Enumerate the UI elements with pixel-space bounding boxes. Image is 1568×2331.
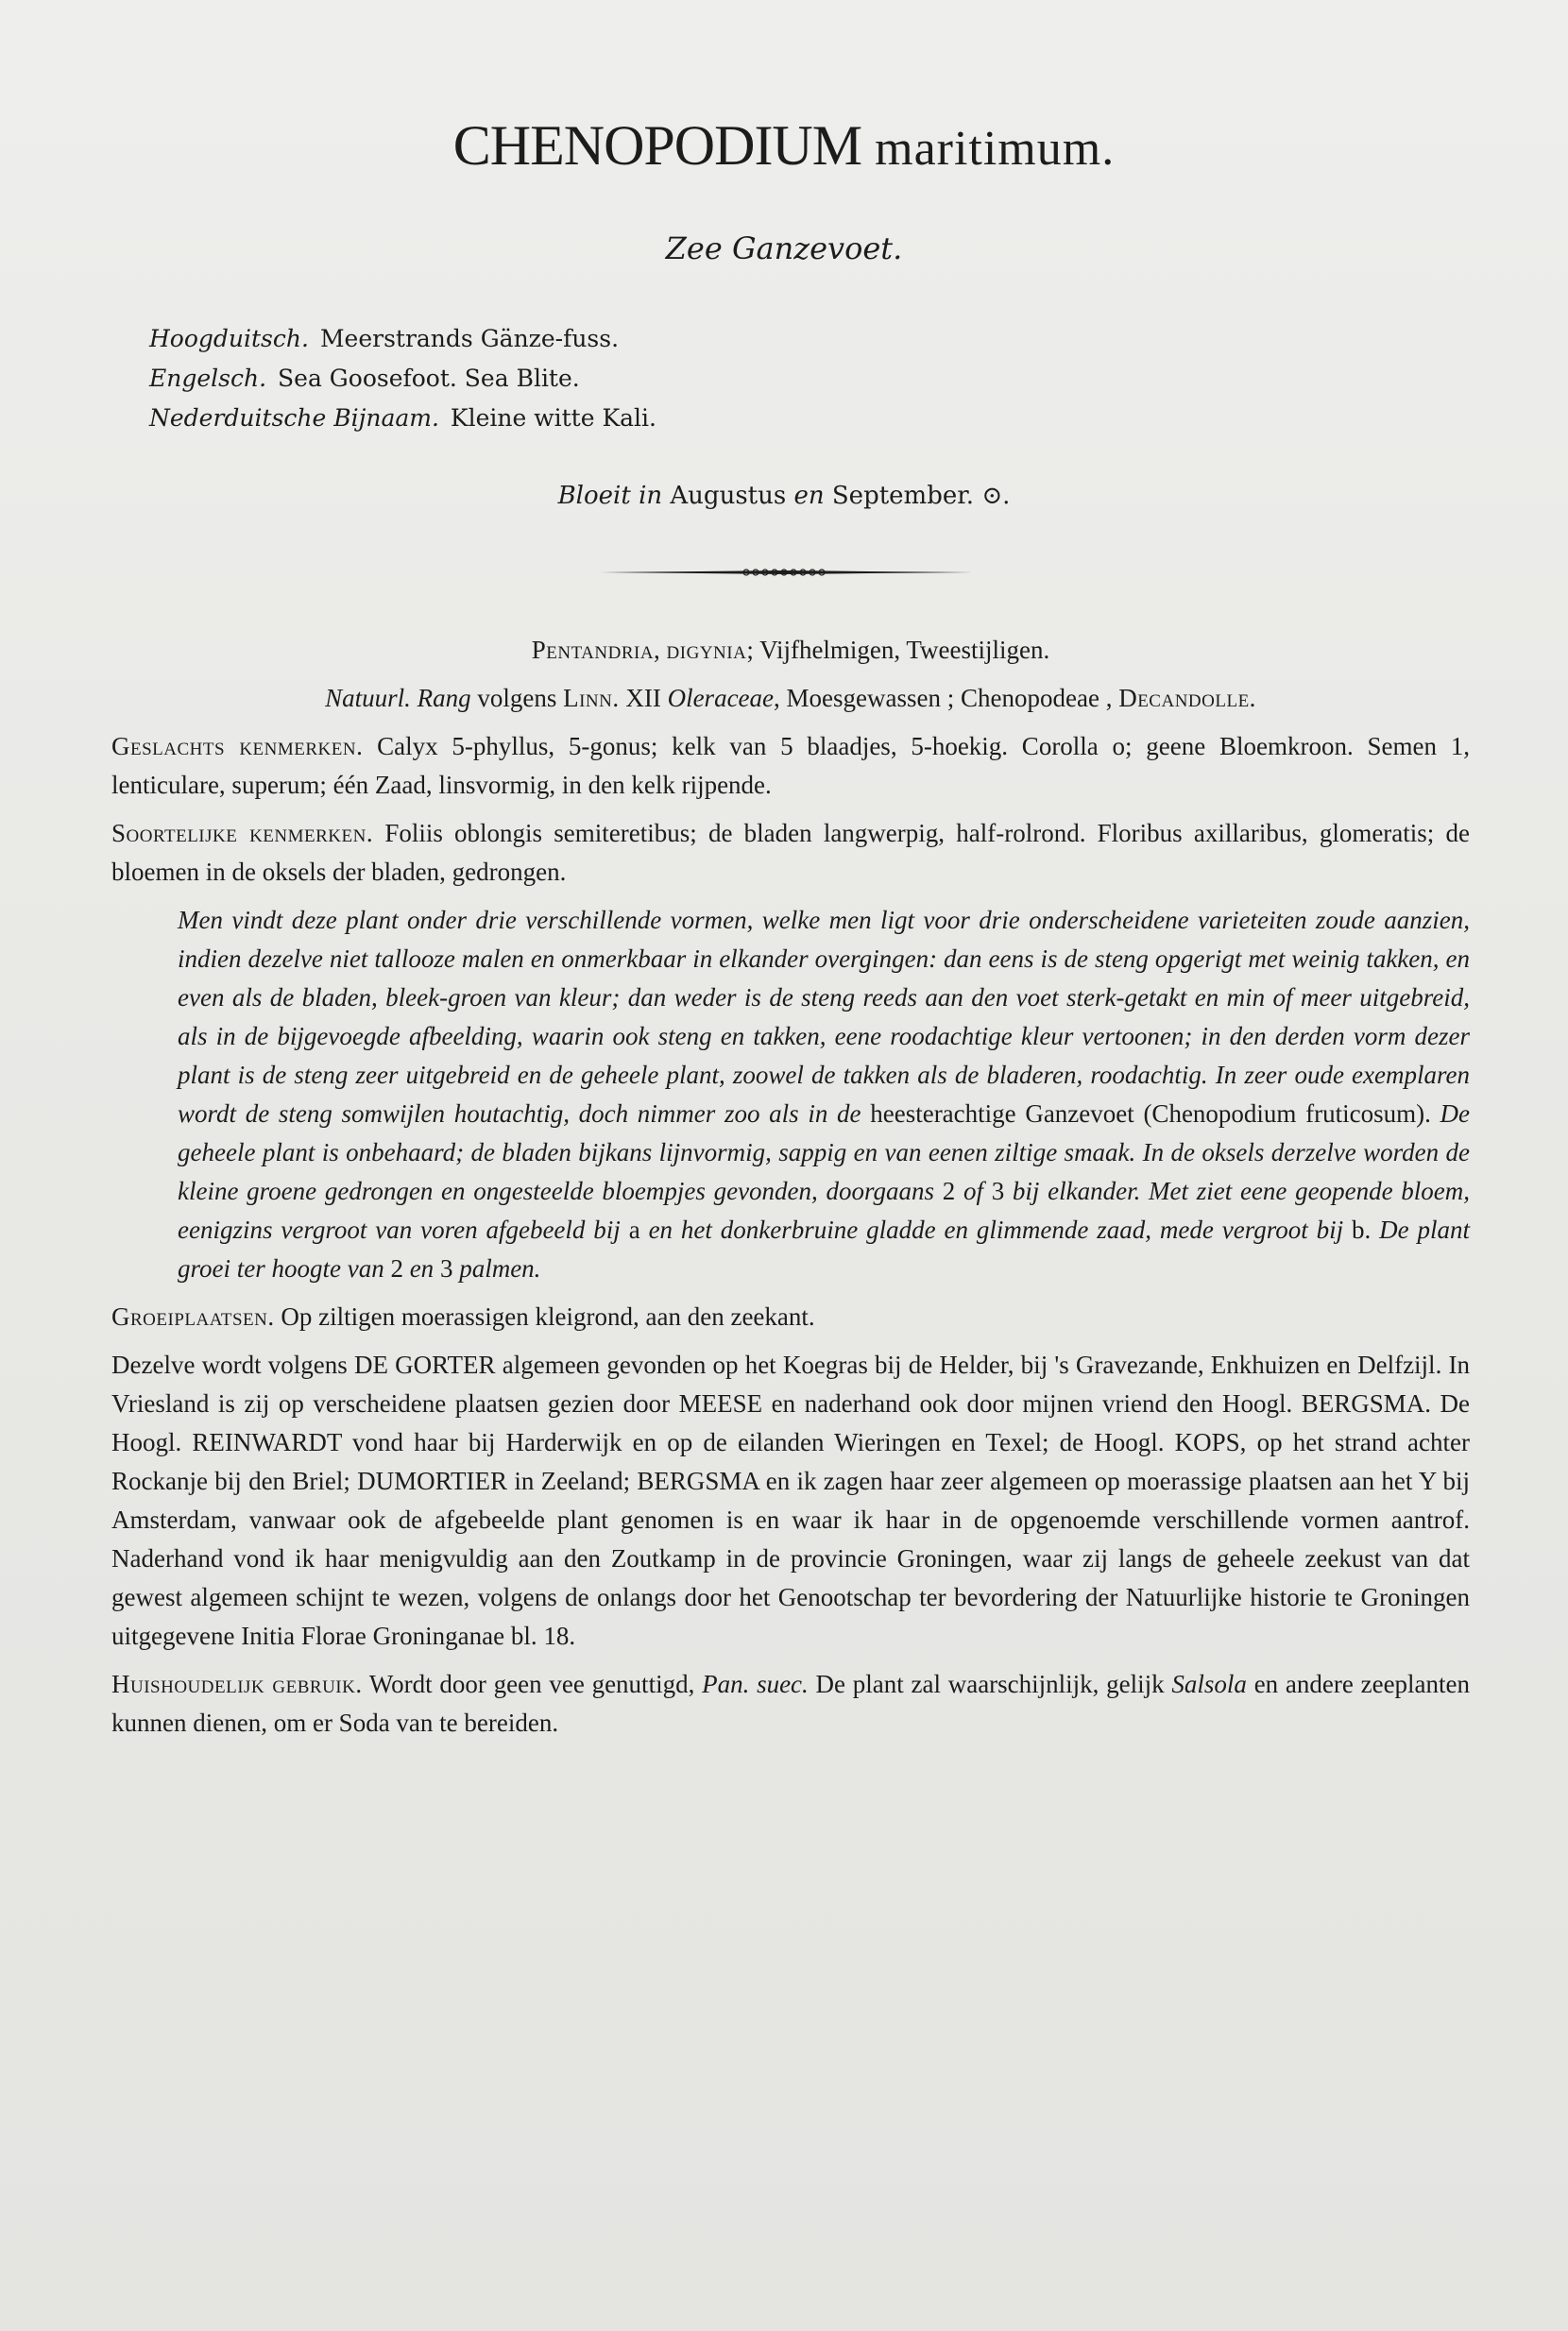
name-value: Kleine witte Kali.	[450, 404, 656, 432]
ornamental-divider	[595, 569, 973, 576]
body-text	[111, 631, 1470, 1752]
citation: Pan. suec.	[702, 1670, 809, 1698]
name-value: Meerstrands Gänze-fuss.	[319, 325, 620, 352]
natural-rank-line	[111, 679, 1470, 718]
order-name: digynia	[666, 636, 747, 664]
bloom-month: Augustus	[670, 482, 787, 510]
class-name: Pentandria	[531, 636, 655, 664]
desc-italic: Men vindt deze plant onder drie verschillende vormen, welke men ligt voor drie onderscheidene varieteiten zoude aanzien, indien dezelve niet tallooze malen en onmerkbaar in elkander overgingen: dan eens is de steng opgerigt met weinig takken, en even als de bladen, bleek-groen van kleur; dan weder is de steng reeds aan den voet sterk-getakt en min of meer uitgebreid, als in de bijgevoegde afbeelding, waarin ook steng en takken, eene roodachtige kleur vertoonen; in den derden vorm dezer plant is de steng zeer uitgebreid en de geheele plant, zoowel de takken als de bladeren, roodachtig. In zeer oude exemplaren wordt de steng somwijlen houtachtig, doch nimmer zoo als in de	[178, 906, 1470, 1128]
desc-italic: palmen.	[459, 1254, 541, 1283]
desc-number: 2	[390, 1254, 403, 1283]
desc-italic: bij elkander. Met ziet eene geopende bloem, eenigzins vergroot van voren afgebeeld bij	[178, 1177, 1471, 1244]
section-text: Foliis oblongis semiteretibus; de bladen langwerpig, half-rolrond. Floribus axillaribus, glomeratis; de bloemen in de oksels der bladen, gedrongen.	[111, 819, 1470, 886]
bloom-en: en	[793, 482, 825, 510]
section-text: Calyx 5-phyllus, 5-gonus; kelk van 5 blaadjes, 5-hoekig. Corolla o; geene Bloemkroon. Semen 1, lenticulare, superum; één Zaad, linsvormig, in den kelk rijpende.	[111, 732, 1470, 799]
name-line	[149, 319, 1094, 359]
class-dutch: ; Vijfhelmigen, Tweestijligen.	[746, 636, 1050, 664]
household-use	[111, 1665, 1470, 1743]
desc-italic: De plant groei ter hoogte van	[178, 1216, 1470, 1283]
title-genus: CHENOPODIUM	[452, 114, 862, 177]
desc-number: 3	[991, 1177, 1005, 1205]
bloom-line	[0, 482, 1568, 510]
section-text: en andere zeeplanten kunnen dienen, om er Soda van te bereiden.	[111, 1670, 1471, 1737]
decandolle: Decandolle.	[1118, 684, 1256, 712]
section-text: Wordt door geen vee genuttigd,	[368, 1670, 695, 1698]
name-lang: Hoogduitsch.	[149, 325, 309, 352]
title-species: maritimum.	[875, 122, 1116, 176]
desc-italic: De geheele plant is onbehaard; de bladen bijkans lijnvormig, sappig en van eenen ziltige smaak. In de oksels derzelve worden de kleine groene gedrongen en ongesteelde bloempjes gevonden, doorgaans	[178, 1099, 1471, 1205]
distribution-paragraph: Dezelve wordt volgens DE GORTER algemeen gevonden op het Koegras bij de Helder, bij 's Gravezande, Enkhuizen en Delfzijl. In Vriesland is zij op verscheidene plaatsen gezien door MEESE en naderhand ook door mijnen vriend den Hoogl. BERGSMA. De Hoogl. REINWARDT vond haar bij Harderwijk en op de eilanden Wieringen en Texel; de Hoogl. KOPS, op het strand achter Rockanje bij den Briel; DUMORTIER in Zeeland; BERGSMA en ik zagen haar zeer algemeen op moerassige plaatsen aan het Y bij Amsterdam, vanwaar ook de afgebeelde plant genomen is en waar ik haar in de opgenoemde verschillende vormen aantrof. Naderhand vond ik haar menigvuldig aan den Zoutkamp in de provincie Groningen, waar zij langs de geheele zeekust van dat gewest algemeen schijnt te wezen, volgens de onlangs door het Genootschap ter bevordering der Natuurlijke historie te Groningen uitgegevene Initia Florae Groninganae bl. 18.	[111, 1351, 1470, 1650]
desc-number: 3	[439, 1254, 453, 1283]
rank-text2: , Moesgewassen ; Chenopodeae ,	[774, 684, 1113, 712]
name-lang: Engelsch.	[149, 365, 267, 392]
growth-locations	[111, 1298, 1470, 1336]
section-text: De plant zal waarschijnlijk, gelijk	[815, 1670, 1165, 1698]
desc-number: 2	[942, 1177, 956, 1205]
vernacular-names	[149, 319, 1094, 438]
figure-ref-b: b.	[1351, 1216, 1372, 1244]
section-heading: Huishoudelijk gebruik.	[111, 1670, 363, 1698]
section-heading: Geslachts kenmerken.	[111, 732, 364, 760]
name-lang: Nederduitsche Bijnaam.	[149, 404, 439, 432]
page-title	[0, 113, 1568, 179]
desc-italic: en	[409, 1254, 435, 1283]
name-value: Sea Goosefoot. Sea Blite.	[278, 365, 580, 392]
figure-ref-a: a	[628, 1216, 640, 1244]
rank-text: volgens	[477, 684, 557, 712]
classification-line: Pentandria, digynia; Vijfhelmigen, Tweestijligen.	[531, 636, 1050, 664]
description-paragraph	[111, 901, 1470, 1288]
desc-italic: en het donkerbruine gladde en glimmende zaad, mede vergroot bij	[648, 1216, 1344, 1244]
species-characteristics	[111, 814, 1470, 892]
oleraceae: Oleraceae	[667, 684, 775, 712]
name-line	[149, 399, 1094, 438]
desc-italic: of	[963, 1177, 983, 1205]
section-text: Op ziltigen moerassigen kleigrond, aan den zeekant.	[281, 1302, 815, 1331]
section-heading: Soortelijke kenmerken.	[111, 819, 374, 847]
bloom-label: Bloeit in	[557, 482, 663, 510]
genus-characteristics	[111, 727, 1470, 805]
linnaeus: Linn.	[563, 684, 620, 712]
section-heading: Groeiplaatsen.	[111, 1302, 275, 1331]
rank-number: XII	[625, 684, 661, 712]
common-name: Zee Ganzevoet.	[665, 230, 903, 266]
desc-roman: heesterachtige Ganzevoet (Chenopodium fruticosum).	[870, 1099, 1431, 1128]
genus-ref: Salsola	[1171, 1670, 1247, 1698]
annual-symbol-icon: ⊙.	[981, 482, 1011, 510]
rank-label: Natuurl. Rang	[325, 684, 471, 712]
bloom-month2: September.	[831, 482, 975, 510]
name-line	[149, 359, 1094, 399]
